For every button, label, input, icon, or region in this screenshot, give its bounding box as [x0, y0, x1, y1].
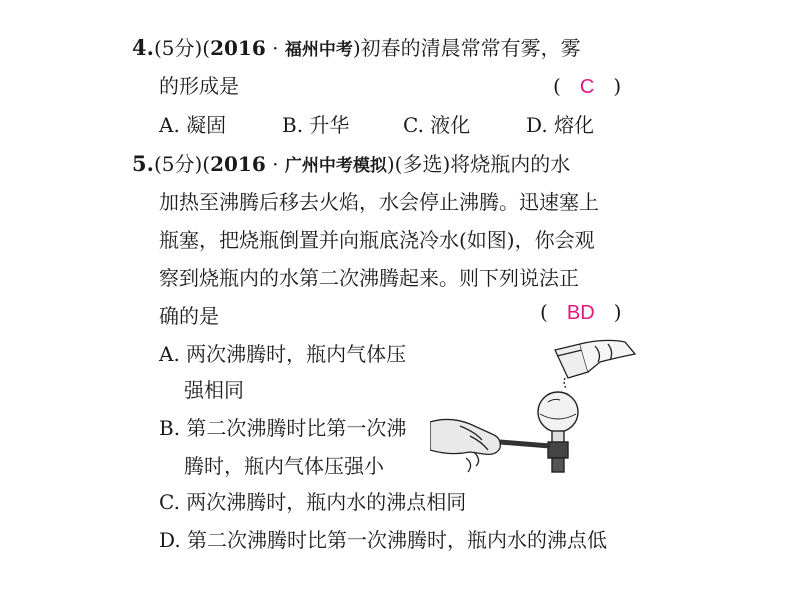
- q5-option-a-line1: A. 两次沸腾时，瓶内气体压: [159, 342, 407, 366]
- q4-source-place: 福州中考: [284, 40, 353, 60]
- q5-stem-line4: 察到烧瓶内的水第二次沸腾起来。则下列说法正: [159, 266, 579, 290]
- q5-line1: 5.(5分)(2016 · 广州中考模拟)(多选)将烧瓶内的水: [132, 151, 571, 176]
- q5-option-b-line1: B. 第二次沸腾时比第一次沸: [159, 416, 407, 440]
- q4-option-a: A. 凝固: [159, 113, 227, 137]
- q4-line1: 4.(5分)(2016 · 福州中考)初春的清晨常常有雾，雾: [132, 35, 581, 60]
- q5-source-year: 2016: [210, 152, 266, 176]
- q4-option-d: D. 熔化: [526, 113, 595, 137]
- q5-stem-line2: 加热至沸腾后移去火焰，水会停止沸腾。迅速塞上: [159, 190, 599, 214]
- q5-option-c: C. 两次沸腾时，瓶内水的沸点相同: [159, 490, 467, 514]
- q5-number: 5.: [132, 151, 154, 176]
- q4-option-c: C. 液化: [403, 113, 471, 137]
- q5-stem-line1: 将烧瓶内的水: [450, 152, 571, 176]
- q4-stem-line2: 的形成是: [159, 74, 239, 98]
- flask-illustration: [430, 332, 645, 480]
- q5-answer: BD: [566, 302, 595, 324]
- q5-score: (5分): [153, 152, 203, 176]
- q5-tag: (多选): [394, 152, 451, 176]
- q4-source-year: 2016: [210, 36, 266, 60]
- pouring-cup-icon: [555, 340, 635, 388]
- q4-answer: C: [579, 76, 595, 98]
- q5-option-d: D. 第二次沸腾时比第一次沸腾时，瓶内水的沸点低: [159, 528, 608, 552]
- q4-stem-line1: 初春的清晨常常有雾，雾: [360, 36, 581, 60]
- q5-source-place: 广州中考模拟: [284, 156, 387, 176]
- q5-stem-line3: 瓶塞，把烧瓶倒置并向瓶底浇冷水(如图)，你会观: [159, 228, 595, 252]
- q4-score: (5分): [153, 36, 203, 60]
- hand-holding-clamp-icon: [430, 419, 550, 472]
- q5-answer-bracket: ( BD ): [540, 300, 622, 324]
- q4-answer-bracket: ( C ): [553, 74, 622, 98]
- flask-icon: [538, 392, 578, 472]
- q5-option-a-line2: 强相同: [184, 378, 244, 402]
- q4-number: 4.: [132, 35, 154, 60]
- q5-stem-line5: 确的是: [159, 304, 219, 328]
- q5-option-b-line2: 腾时，瓶内气体压强小: [184, 454, 384, 478]
- q4-option-b: B. 升华: [282, 113, 350, 137]
